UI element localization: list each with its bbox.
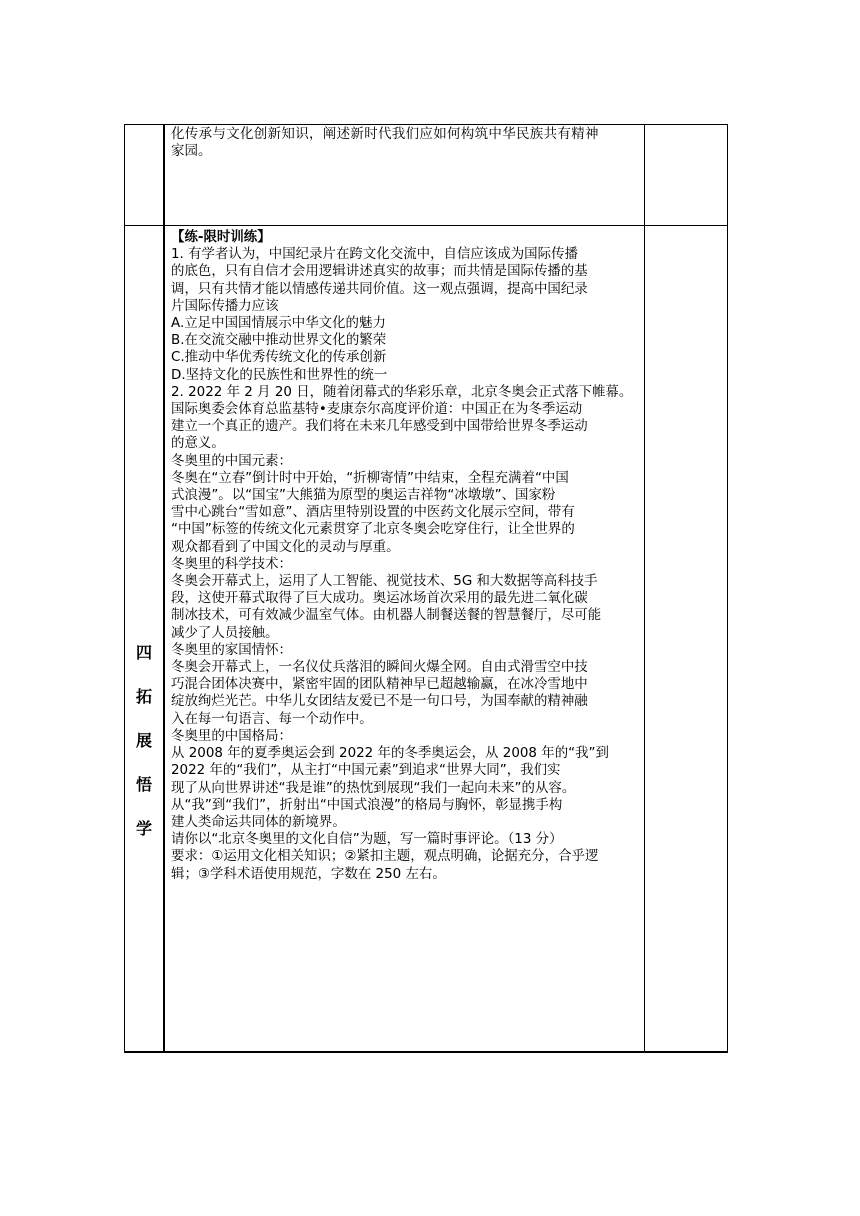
table-border-bottom xyxy=(124,1051,728,1053)
section-label-char: 展 xyxy=(135,731,152,750)
exercise-line: “中国”标签的传统文化元素贯穿了北京冬奥会吃穿住行，让全世界的 xyxy=(171,521,575,538)
exercise-line: 片国际传播力应该 xyxy=(171,297,279,314)
table-border-top xyxy=(124,124,728,125)
exercise-line: 的意义。 xyxy=(171,435,225,452)
exercise-line: 的底色，只有自信才会用逻辑讲述真实的故事；而共情是国际传播的基 xyxy=(171,263,588,280)
exercise-line: 制冰技术，可有效减少温室气体。由机器人制餐送餐的智慧餐厅，尽可能 xyxy=(171,607,602,624)
exercise-line: 冬奥会开幕式上，运用了人工智能、视觉技术、5G 和大数据等高科技手 xyxy=(171,573,598,590)
exercise-line: 建人类命运共同体的新境界。 xyxy=(171,813,346,830)
table-border-right xyxy=(727,124,728,1053)
exercise-line: 调，只有共情才能以情感传递共同价值。这一观点强调，提高中国纪录 xyxy=(171,280,588,297)
exercise-line: 观众都看到了中国文化的灵动与厚重。 xyxy=(171,538,400,555)
exercise-line: 冬奥在“立春”倒计时中开始，“折柳寄情”中结束，全程充满着“中国 xyxy=(171,469,569,486)
section-label-char: 四 xyxy=(135,643,152,662)
exercise-line: 建立一个真正的遗产。我们将在未来几年感受到中国带给世界冬季运动 xyxy=(171,418,588,435)
exercise-line: 从“我”到“我们”，折射出“中国式浪漫”的格局与胸怀，彰显携手构 xyxy=(171,796,563,813)
exercise-line: 冬奥里的家国情怀： xyxy=(171,641,292,658)
exercise-heading: 【练-限时训练】 xyxy=(171,229,271,245)
exercise-line: 冬奥里的科学技术： xyxy=(171,555,292,572)
exercise-line: 请你以“北京冬奥里的文化自信”为题，写一篇时事评论。（13 分） xyxy=(171,831,563,848)
exercise-line: C.推动中华优秀传统文化的传承创新 xyxy=(171,349,387,366)
exercise-line: 冬奥里的中国元素： xyxy=(171,452,292,469)
exercise-line: 2022 年的“我们”，从主打“中国元素”到追求“世界大同”，我们实 xyxy=(171,762,561,779)
section-label xyxy=(124,631,164,851)
exercise-line: 从 2008 年的夏季奥运会到 2022 年的冬季奥运会，从 2008 年的“我”到 xyxy=(171,745,609,762)
section-label-char: 悟 xyxy=(135,775,152,794)
exercise-text xyxy=(171,246,645,883)
row1-content xyxy=(171,126,641,160)
exercise-line: B.在交流交融中推动世界文化的繁荣 xyxy=(171,332,387,349)
exercise-line: 雪中心跳台“雪如意”、酒店里特别设置的中医药文化展示空间，带有 xyxy=(171,504,575,521)
exercise-line: 绽放绚烂光芒。中华儿女团结友爱已不是一句口号，为国奉献的精神融 xyxy=(171,693,588,710)
exercise-line: 辑；③学科术语使用规范，字数在 250 左右。 xyxy=(171,865,446,882)
section-label-char: 拓 xyxy=(135,687,152,706)
exercise-line: 式浪漫”。以“国宝”大熊猫为原型的奥运吉祥物“冰墩墩”、国家粉 xyxy=(171,487,556,504)
table-column-divider-left xyxy=(163,124,165,1053)
section-label-char: 学 xyxy=(135,819,152,838)
exercise-line: 入在每一句语言、每一个动作中。 xyxy=(171,710,373,727)
exercise-line: 2. 2022 年 2 月 20 日，随着闭幕式的华彩乐章，北京冬奥会正式落下帷幕。 xyxy=(171,383,633,400)
exercise-line: A.立足中国国情展示中华文化的魅力 xyxy=(171,315,386,332)
exercise-line: 冬奥里的中国格局： xyxy=(171,727,292,744)
row1-line: 家园。 xyxy=(171,143,212,160)
table-row-divider xyxy=(124,225,728,226)
exercise-line: 国际奥委会体育总监基特•麦康奈尔高度评价道：中国正在为冬季运动 xyxy=(171,401,583,418)
row1-line: 化传承与文化创新知识，阐述新时代我们应如何构筑中华民族共有精神 xyxy=(171,126,599,142)
exercise-line: 段，这使开幕式取得了巨大成功。奥运冰场首次采用的最先进二氧化碳 xyxy=(171,590,588,607)
exercise-line: 冬奥会开幕式上，一名仪仗兵落泪的瞬间火爆全网。自由式滑雪空中技 xyxy=(171,659,588,676)
exercise-line: 现了从向世界讲述“我是谁”的热忱到展现“我们一起向未来”的从容。 xyxy=(171,779,576,796)
table-border-left xyxy=(124,124,125,1053)
exercise-line: 巧混合团体决赛中，紧密牢固的团队精神早已超越输赢，在冰冷雪地中 xyxy=(171,676,588,693)
exercise-line: D.坚持文化的民族性和世界性的统一 xyxy=(171,366,388,383)
exercise-line: 1. 有学者认为，中国纪录片在跨文化交流中，自信应该成为国际传播 xyxy=(171,246,578,263)
row2-content xyxy=(171,229,645,883)
exercise-line: 要求：①运用文化相关知识；②紧扣主题，观点明确，论据充分，合乎逻 xyxy=(171,848,599,865)
exercise-line: 减少了人员接触。 xyxy=(171,624,279,641)
